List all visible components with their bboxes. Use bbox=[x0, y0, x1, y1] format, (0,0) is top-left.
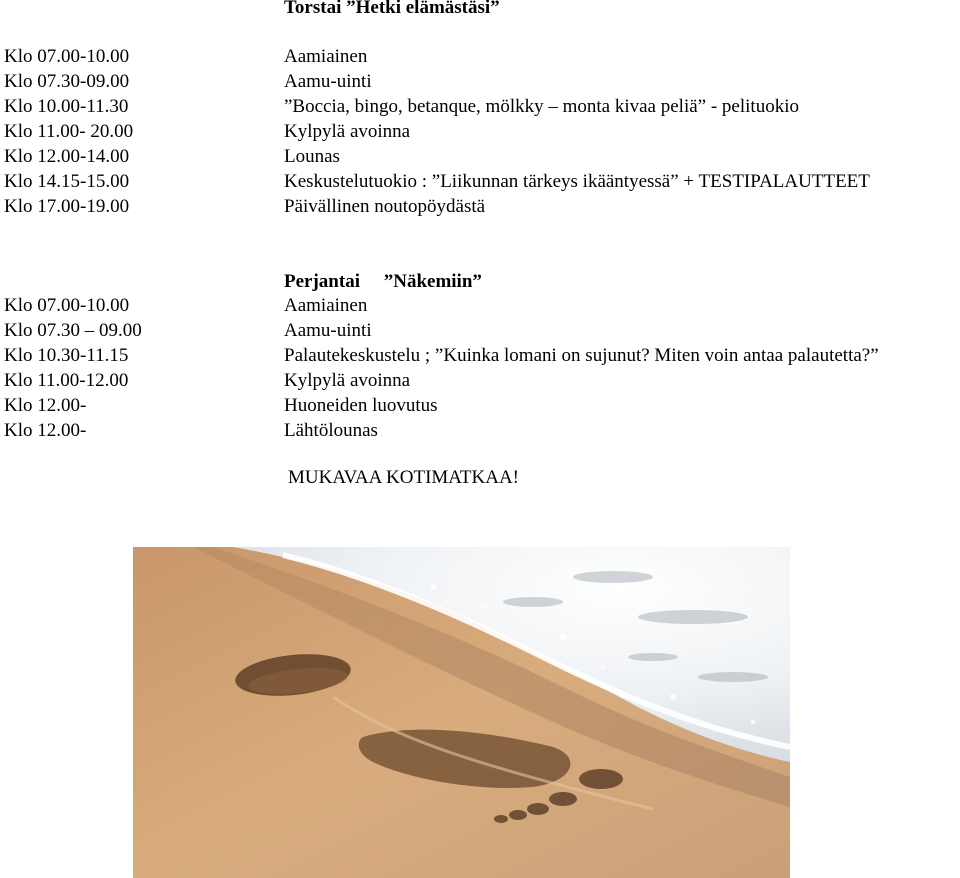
time-label: Klo 11.00-12.00 bbox=[4, 370, 129, 391]
time-label: Klo 17.00-19.00 bbox=[4, 196, 130, 217]
activity-label: Päivällinen noutopöydästä bbox=[284, 196, 486, 217]
time-label: Klo 10.00-11.30 bbox=[4, 96, 129, 117]
activity-label: Lounas bbox=[284, 146, 340, 167]
activity-label: Palautekeskustelu ; ”Kuinka lomani on sujunut? Miten voin antaa palautetta?” bbox=[284, 345, 879, 366]
time-label: Klo 07.00-10.00 bbox=[4, 46, 130, 67]
activity-label: Kylpylä avoinna bbox=[284, 121, 411, 142]
activity-label: ”Boccia, bingo, betanque, mölkky – monta kivaa peliä” - pelituokio bbox=[284, 96, 799, 117]
time-label: Klo 12.00- bbox=[4, 395, 87, 416]
time-label: Klo 07.30 – 09.00 bbox=[4, 320, 142, 341]
time-label: Klo 07.00-10.00 bbox=[4, 295, 130, 316]
activity-label: Aamiainen bbox=[284, 295, 368, 316]
time-label: Klo 07.30-09.00 bbox=[4, 71, 130, 92]
activity-label: Lähtölounas bbox=[284, 420, 378, 441]
farewell-text: MUKAVAA KOTIMATKAA! bbox=[288, 467, 520, 488]
beach-footprint-photo bbox=[133, 547, 790, 878]
time-label: Klo 14.15-15.00 bbox=[4, 171, 130, 192]
friday-heading: Perjantai ”Näkemiin” bbox=[284, 271, 482, 292]
activity-label: Keskustelutuokio : ”Liikunnan tärkeys ikääntyessä” + TESTIPALAUTTEET bbox=[284, 171, 870, 192]
activity-label: Aamiainen bbox=[284, 46, 368, 67]
time-label: Klo 10.30-11.15 bbox=[4, 345, 129, 366]
time-label: Klo 11.00- 20.00 bbox=[4, 121, 134, 142]
thursday-heading: Torstai ”Hetki elämästäsi” bbox=[284, 0, 500, 18]
activity-label: Aamu-uinti bbox=[284, 71, 372, 92]
time-label: Klo 12.00- bbox=[4, 420, 87, 441]
activity-label: Kylpylä avoinna bbox=[284, 370, 411, 391]
activity-label: Huoneiden luovutus bbox=[284, 395, 438, 416]
time-label: Klo 12.00-14.00 bbox=[4, 146, 130, 167]
activity-label: Aamu-uinti bbox=[284, 320, 372, 341]
